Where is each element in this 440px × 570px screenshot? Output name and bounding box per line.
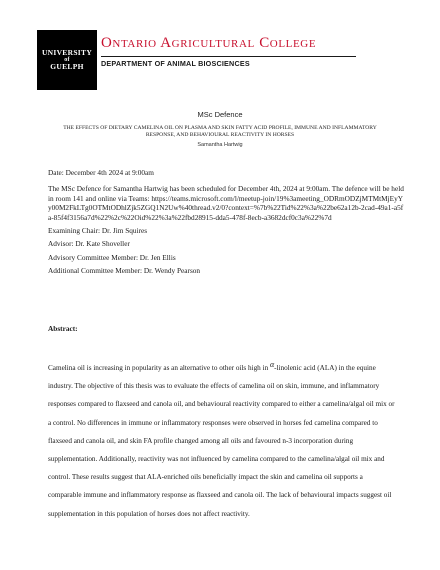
logo-line-2: of bbox=[64, 56, 70, 63]
defence-heading: MSc Defence bbox=[197, 110, 243, 119]
header-divider bbox=[101, 56, 356, 57]
additional-committee-member: Additional Committee Member: Dr. Wendy Pearson bbox=[48, 266, 201, 276]
abstract-heading: Abstract: bbox=[48, 324, 78, 333]
university-logo bbox=[37, 30, 97, 90]
alpha-symbol: α bbox=[269, 360, 275, 369]
defence-announcement: The MSc Defence for Samantha Hartwig has been scheduled for December 4th, 2024 at 9:00am. The defence will be held in room 141 and online via Teams: https://teams.microsoft.com/l/meetup-join/19%3ameeting_ODRmODZjMTMtMjEyYy00M2FkLTg0OTMtODhlZjk5ZGQ1N2Uw%40thread.v2/0?context=%7b%22Tid%22%3a%22be62a12b-2cad-49a1-a5fa-85f4f3156a7d%22%2c%22Oid%22%3a%22fbd28915-dda5-478f-8ecb-a3682dcf0c3a%22%7d bbox=[48, 184, 404, 222]
college-name: Ontario Agricultural College bbox=[101, 35, 317, 51]
defence-info bbox=[48, 168, 404, 276]
examining-chair: Examining Chair: Dr. Jim Squires bbox=[48, 226, 148, 236]
abstract-text-part-1: Camelina oil is increasing in popularity as an alternative to other oils high in bbox=[48, 364, 269, 372]
advisory-committee-member: Advisory Committee Member: Dr. Jen Ellis bbox=[48, 252, 176, 262]
page-header bbox=[37, 30, 407, 90]
logo-line-3: GUELPH bbox=[50, 62, 84, 72]
abstract-text-part-2: -linolenic acid (ALA) in the equine industry. The objective of this thesis was to evaluate the effects of camelina oil on skin, immune, and inflammatory responses compared to flaxseed and canola oil, and behavioural reactivity compared to either a camelina/algal oil mix or a control. No differences in immune or inflammatory responses were observed in horses fed camelina compared to flaxseed and canola oil, and skin FA profile changed among all oils and favoured n-3 incorporation during supplementation. Additionally, reactivity was not influenced by camelina compared to the camelina/algal oil mix and control. These results suggest that ALA-enriched oils beneficially impact the skin and camelina oil supports a comparable immune and inflammatory response as flaxseed and canola oil. The lack of behavioural impacts suggest oil supplementation in this population of horses does not affect reactivity. bbox=[48, 364, 395, 518]
author-name: Samantha Hartwig bbox=[197, 142, 243, 149]
defence-date: Date: December 4th 2024 at 9:00am bbox=[48, 168, 154, 177]
advisor: Advisor: Dr. Kate Shoveller bbox=[48, 239, 130, 249]
title-block bbox=[0, 110, 440, 148]
college-block bbox=[101, 35, 401, 68]
thesis-title: THE EFFECTS OF DIETARY CAMELINA OIL ON PLASMA AND SKIN FATTY ACID PROFILE, IMMUNE AND INFLAMMATORY RESPONSE, AND BEHAVIOURAL REACTIVITY IN HORSES bbox=[63, 125, 377, 138]
department-name: DEPARTMENT OF ANIMAL BIOSCIENCES bbox=[101, 59, 250, 68]
logo-line-1: UNIVERSITY bbox=[41, 47, 93, 57]
abstract-text bbox=[48, 356, 398, 523]
